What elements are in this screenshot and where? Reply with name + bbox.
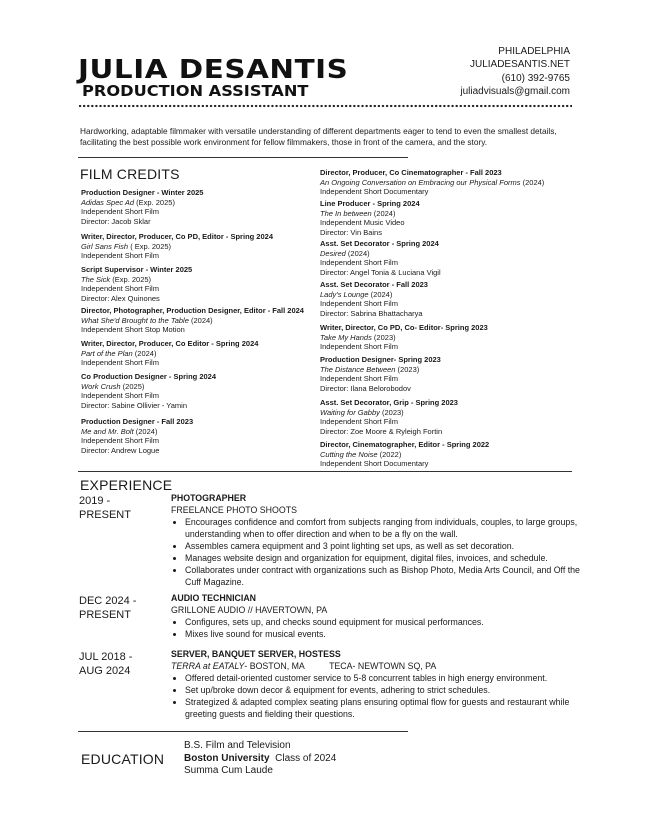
credit-title: An Ongoing Conversation on Embracing our Physical Forms [320,177,521,187]
credit-detail: Director: Zoe Moore & Ryleigh Fortin [320,426,443,436]
credit-role: Production Designer- Spring 2023 [320,355,441,364]
credit-entry [81,339,258,368]
job-org-venue: TECA [329,661,353,671]
credit-entry [320,199,420,237]
credit-year: (2022) [377,449,402,459]
job-date-end: PRESENT [79,609,131,621]
credit-year: (2024) [371,208,396,218]
credit-title: The Sick [81,274,111,284]
candidate-title: PRODUCTION ASSISTANT [82,82,309,100]
job-entry [171,648,581,720]
credit-title-line [81,242,273,252]
film-credits-divider [78,157,408,158]
credit-detail: Independent Short Film [81,284,159,294]
credit-detail: Director: Sabrina Bhattacharya [320,308,423,318]
credit-detail: Independent Short Film [320,342,398,352]
film-credits-right-column [320,168,572,472]
job-org-venue: TERRA at EATALY [171,661,245,671]
contact-email: juliadvisuals@gmail.com [460,85,570,97]
credit-year: (2024) [368,289,393,299]
credit-detail: Director: Andrew Logue [81,445,160,455]
credit-year: (Exp. 2025) [110,274,152,284]
credit-title-line [81,316,304,326]
credit-title-line [320,365,441,375]
credit-entry [320,323,488,352]
credit-year: ( Exp. 2025) [128,241,172,251]
credit-detail: Independent Short Documentary [320,459,429,469]
credit-role: Asst. Set Decorator, Grip - Spring 2023 [320,398,458,407]
credit-title: Waiting for Gabby [320,407,380,417]
credit-detail: Director: Vin Bains [320,227,382,237]
credit-title: What She'd Brought to the Table [81,315,189,325]
credit-entry [81,188,203,226]
credit-title-line [320,290,428,300]
film-credits-heading: FILM CREDITS [80,166,180,182]
credit-detail: Independent Short Film [320,374,398,384]
credit-title: Adidas Spec Ad [81,197,135,207]
credit-detail: Director: Ilana Belorobodov [320,383,411,393]
contact-block [460,45,570,98]
job-bullet: • Set up/broke down decor & equipment for events, adhering to strict schedules. [185,684,581,696]
credit-detail: Independent Music Video [320,218,405,228]
credit-detail: Independent Short Film [81,358,159,368]
credit-entry [320,440,489,469]
credit-detail: Independent Short Film [320,258,398,268]
credit-detail: Independent Short Film [81,251,159,261]
credit-title: Lady's Lounge [320,289,369,299]
credit-entry [81,232,273,261]
job-org-location: - BOSTON, MA [244,661,305,671]
credit-role: Writer, Director, Producer, Co Editor - Spring 2024 [81,339,259,348]
credit-year: (2023) [371,332,396,342]
credit-year: (2025) [120,381,145,391]
credit-detail: Director: Alex Quinones [81,293,160,303]
job-bullet: • Collaborates under contract with organizations such as Bishop Photo, Media Arts Council, and Off the Cuff Magazine. [185,564,581,588]
credit-role: Director, Cinematographer, Editor - Spring 2022 [320,440,490,449]
contact-city: PHILADELPHIA [498,46,570,57]
dotted-divider [78,104,572,108]
credit-detail: Director: Sabine Ollivier - Yamin [81,400,188,410]
credit-title: Me and Mr. Bolt [81,426,134,436]
job-title: AUDIO TECHNICIAN [171,593,257,603]
education-honors: Summa Cum Laude [184,765,273,776]
job-date-start: JUL 2018 - [79,651,133,663]
job-bullet: • Configures, sets up, and checks sound equipment for musical performances. [185,616,581,628]
experience-heading: EXPERIENCE [80,477,173,493]
credit-title: Cutting the Noise [320,449,378,459]
credit-entry [81,372,216,410]
credit-entry [320,280,428,318]
credit-year: (2024) [345,248,370,258]
credit-role: Production Designer - Winter 2025 [81,188,204,197]
credit-year: (2023) [379,407,404,417]
credit-title-line [320,249,441,259]
credit-role: Co Production Designer - Spring 2024 [81,372,217,381]
credit-detail: Independent Short Film [320,417,398,427]
credit-entry [320,355,441,393]
education-divider [78,731,408,732]
credit-role: Line Producer - Spring 2024 [320,199,420,208]
job-date [79,650,132,678]
education-school: Boston University [184,752,270,764]
credit-detail: Independent Short Film [81,207,159,217]
contact-phone: (610) 392-9765 [501,72,570,84]
credit-entry [320,239,441,277]
credit-title: The Distance Between [320,364,396,374]
credit-title-line [320,178,544,188]
credit-role: Writer, Director, Co PD, Co- Editor- Spring 2023 [320,323,488,332]
credit-title: Take My Hands [320,332,372,342]
credit-title-line [81,349,258,359]
job-org: FREELANCE PHOTO SHOOTS [171,505,297,515]
job-bullets [171,616,581,640]
job-bullets [171,672,581,720]
job-date-end: AUG 2024 [79,665,131,677]
credit-entry [81,417,193,455]
job-date-start: 2019 - [79,495,111,507]
job-title: SERVER, BANQUET SERVER, HOSTESS [171,649,341,659]
credit-title: Desired [320,248,346,258]
credit-year: (2024) [520,177,545,187]
job-org [171,660,581,672]
education-heading: EDUCATION [81,751,165,767]
job-org: GRILLONE AUDIO // HAVERTOWN, PA [171,605,328,615]
credit-role: Asst. Set Decorator - Fall 2023 [320,280,428,289]
job-bullet: • Manages website design and organization for equipment, digital files, invoices, and schedule. [185,552,581,564]
job-date [79,494,131,522]
candidate-name: JULIA DESANTIS [78,55,349,85]
credit-entry [81,265,192,303]
credit-title-line [81,427,193,437]
summary-text: Hardworking, adaptable filmmaker with versatile understanding of different departments eager to tend to even the smallest details, facilitating the best possible work environment for fellow filmmakers, those in front of the camera, and the story. [80,126,557,147]
credit-year: (2024) [188,315,213,325]
credit-role: Writer, Director, Producer, Co PD, Editor - Spring 2024 [81,232,273,241]
credit-year: (2024) [133,426,158,436]
film-credits-left-column [81,188,309,460]
credit-detail: Independent Short Stop Motion [81,325,185,335]
credit-title-line [320,408,458,418]
job-bullets [171,516,581,588]
credit-title-line [81,275,192,285]
job-title: PHOTOGRAPHER [171,493,247,503]
credit-title: Work Crush [81,381,121,391]
job-date-end: PRESENT [79,509,131,521]
job-bullet: • Strategized & adapted complex seating plans ensuring optimal flow for guests and restaurant while greeting guests and fielding their questions. [185,696,581,720]
job-org-location: - NEWTOWN SQ, PA [352,661,437,671]
job-bullet: • Assembles camera equipment and 3 point lighting set ups, as well as set decoration. [185,540,581,552]
education-degree: B.S. Film and Television [184,740,291,751]
credit-detail: Independent Short Documentary [320,187,429,197]
credit-title-line [320,209,420,219]
credit-entry [320,168,544,197]
job-bullet: • Mixes live sound for musical events. [185,628,581,640]
credit-detail: Independent Short Film [81,391,159,401]
credit-year: (2024) [132,348,157,358]
credit-year: (Exp. 2025) [134,197,175,207]
credit-role: Script Supervisor - Winter 2025 [81,265,193,274]
credit-title-line [320,333,488,343]
job-entry [171,592,581,640]
credit-title-line [81,382,216,392]
credit-role: Production Designer - Fall 2023 [81,417,194,426]
contact-website: JULIADESANTIS.NET [469,59,570,71]
credit-detail: Director: Angel Tonia & Luciana Vigil [320,267,441,277]
credit-title-line [81,198,203,208]
credit-detail: Director: Jacob Sklar [81,216,151,226]
credit-title: The In between [320,208,372,218]
credit-role: Director, Photographer, Production Designer, Editor - Fall 2024 [81,306,304,315]
job-entry [171,492,581,588]
credit-title: Girl Sans Fish [81,241,129,251]
credit-role: Asst. Set Decorator - Spring 2024 [320,239,439,248]
credit-year: (2023) [395,364,420,374]
credit-role: Director, Producer, Co Cinematographer - Fall 2023 [320,168,502,177]
credit-title: Part of the Plan [81,348,133,358]
job-bullet: • Offered detail-oriented customer service to 5-8 concurrent tables in high energy environment. [185,672,581,684]
credit-title-line [320,450,489,460]
education-entry [184,740,484,778]
credit-entry [320,398,458,436]
credit-entry [81,306,304,335]
job-date [79,594,136,622]
education-class: Class of 2024 [275,752,337,764]
job-bullet: • Encourages confidence and comfort from subjects ranging from individuals, couples, to large groups, understanding when to offer direction and when to be a fly on the wall. [185,516,581,540]
job-date-start: DEC 2024 - [79,595,137,607]
credit-detail: Independent Short Film [81,436,159,446]
credit-detail: Independent Short Film [320,299,398,309]
experience-divider [78,471,572,472]
